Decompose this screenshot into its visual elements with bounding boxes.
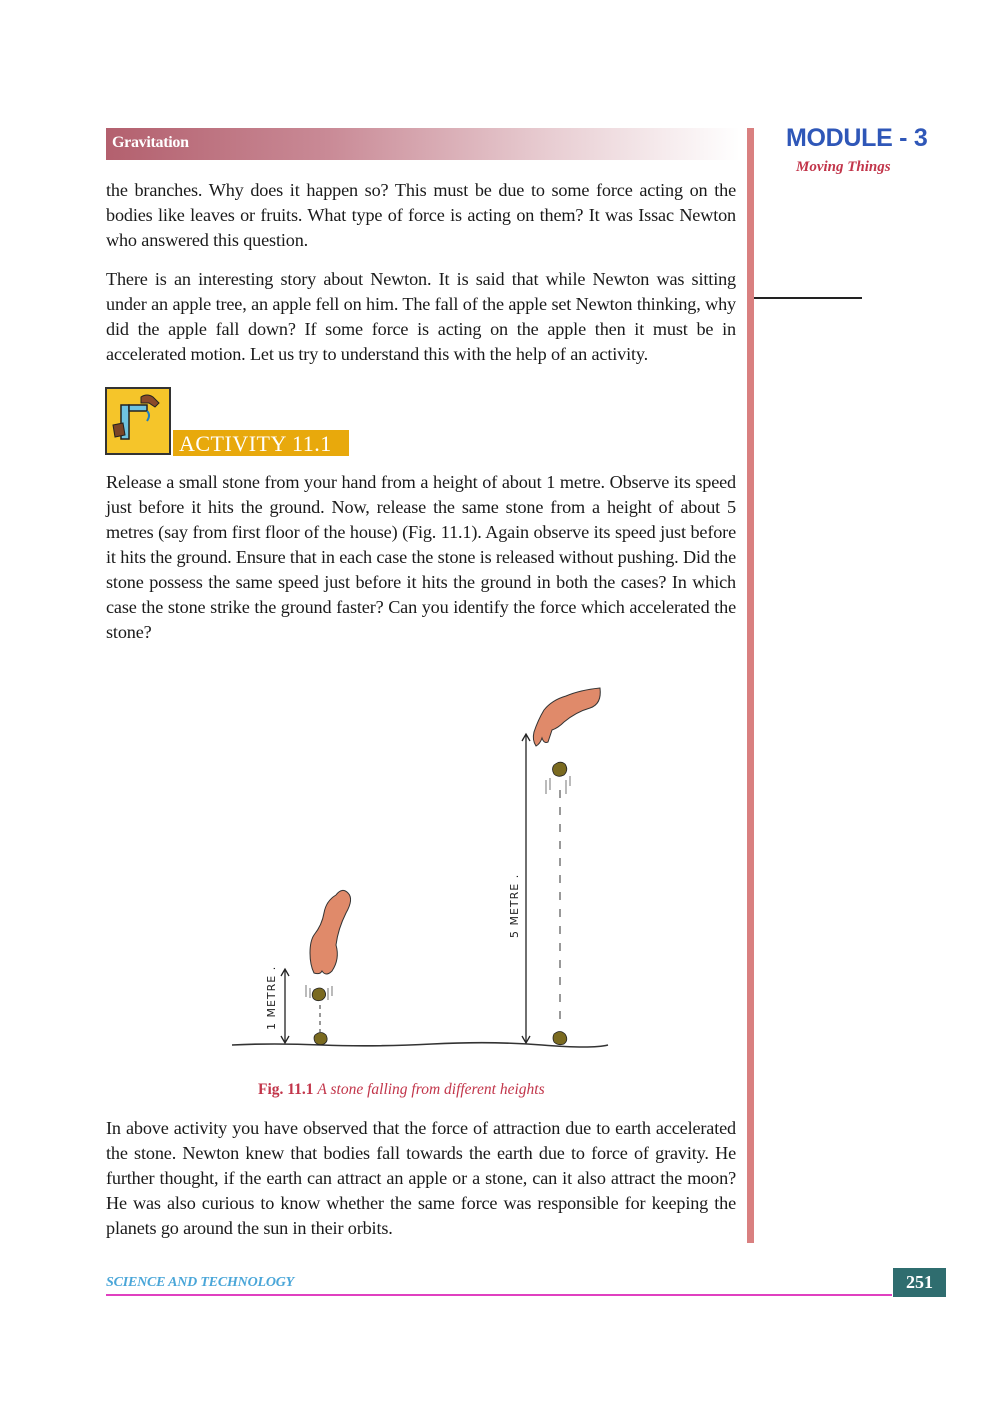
- arrow-1-metre: [281, 969, 289, 1043]
- chapter-title: Gravitation: [112, 134, 189, 151]
- activity-label: ACTIVITY 11.1: [173, 430, 349, 456]
- paragraph-4: In above activity you have observed that the force of attraction due to earth accelerated the stone. Newton knew that bodies fall towards the earth due to force of gravity. He further thought, if the earth can attract an apple or a stone, can it also attract the moon? He was also curious to know whether the same force was responsible for keeping the planets go around the sun in their orbits.: [106, 1118, 736, 1238]
- activity-icon: [105, 387, 171, 455]
- hand-tall: [533, 688, 600, 746]
- stone-short-ground: [314, 1033, 327, 1045]
- stone-tall-ground: [553, 1032, 567, 1045]
- margin-rule: [747, 128, 754, 1243]
- margin-note-line: [754, 297, 862, 299]
- chapter-header-bar: [106, 128, 740, 160]
- label-5-metre: 5 METRE .: [508, 873, 521, 938]
- paragraph-1: the branches. Why does it happen so? This must be due to some force acting on the bodies like leaves or fruits. What type of force is acting on them? It was Issac Newton who answered this question.: [106, 180, 736, 250]
- caption-number: Fig. 11.1: [258, 1081, 314, 1098]
- paragraph-2: There is an interesting story about Newton. It is said that while Newton was sitting under an apple tree, an apple fell on him. The fall of the apple set Newton thinking, why did the apple fall down? If some force is acting on the apple then it must be in accelerated motion. Let us try to understand this with the help of an activity.: [106, 269, 736, 364]
- footer-rule: [106, 1294, 892, 1296]
- figure-stone-falling: [228, 680, 612, 1055]
- module-title: MODULE - 3: [786, 124, 928, 152]
- caption-text: A stone falling from different heights: [317, 1081, 545, 1098]
- arrow-5-metre: [522, 734, 530, 1043]
- paragraph-3: Release a small stone from your hand from a height of about 1 metre. Observe its speed just before it hits the ground. Now, release the same stone from a height of about 5 metres (say from first floor of the house) (Fig. 11.1). Again observe its speed just before it hits the ground. Ensure that in each case the stone is released without pushing. Did the stone possess the same speed just before it hits the ground in both the cases? In which case the stone strike the ground faster? Can you identify the force which accelerated the stone?: [106, 472, 736, 642]
- ground-line: [232, 1043, 608, 1047]
- stone-tall-falling: [553, 762, 567, 776]
- page-number: 251: [893, 1268, 946, 1297]
- label-1-metre: 1 METRE .: [265, 965, 278, 1030]
- hand-short: [310, 890, 351, 974]
- stone-short-falling: [312, 988, 325, 1001]
- footer-book-title: SCIENCE AND TECHNOLOGY: [106, 1275, 294, 1290]
- figure-caption: [258, 1081, 545, 1099]
- module-subtitle: Moving Things: [796, 159, 891, 175]
